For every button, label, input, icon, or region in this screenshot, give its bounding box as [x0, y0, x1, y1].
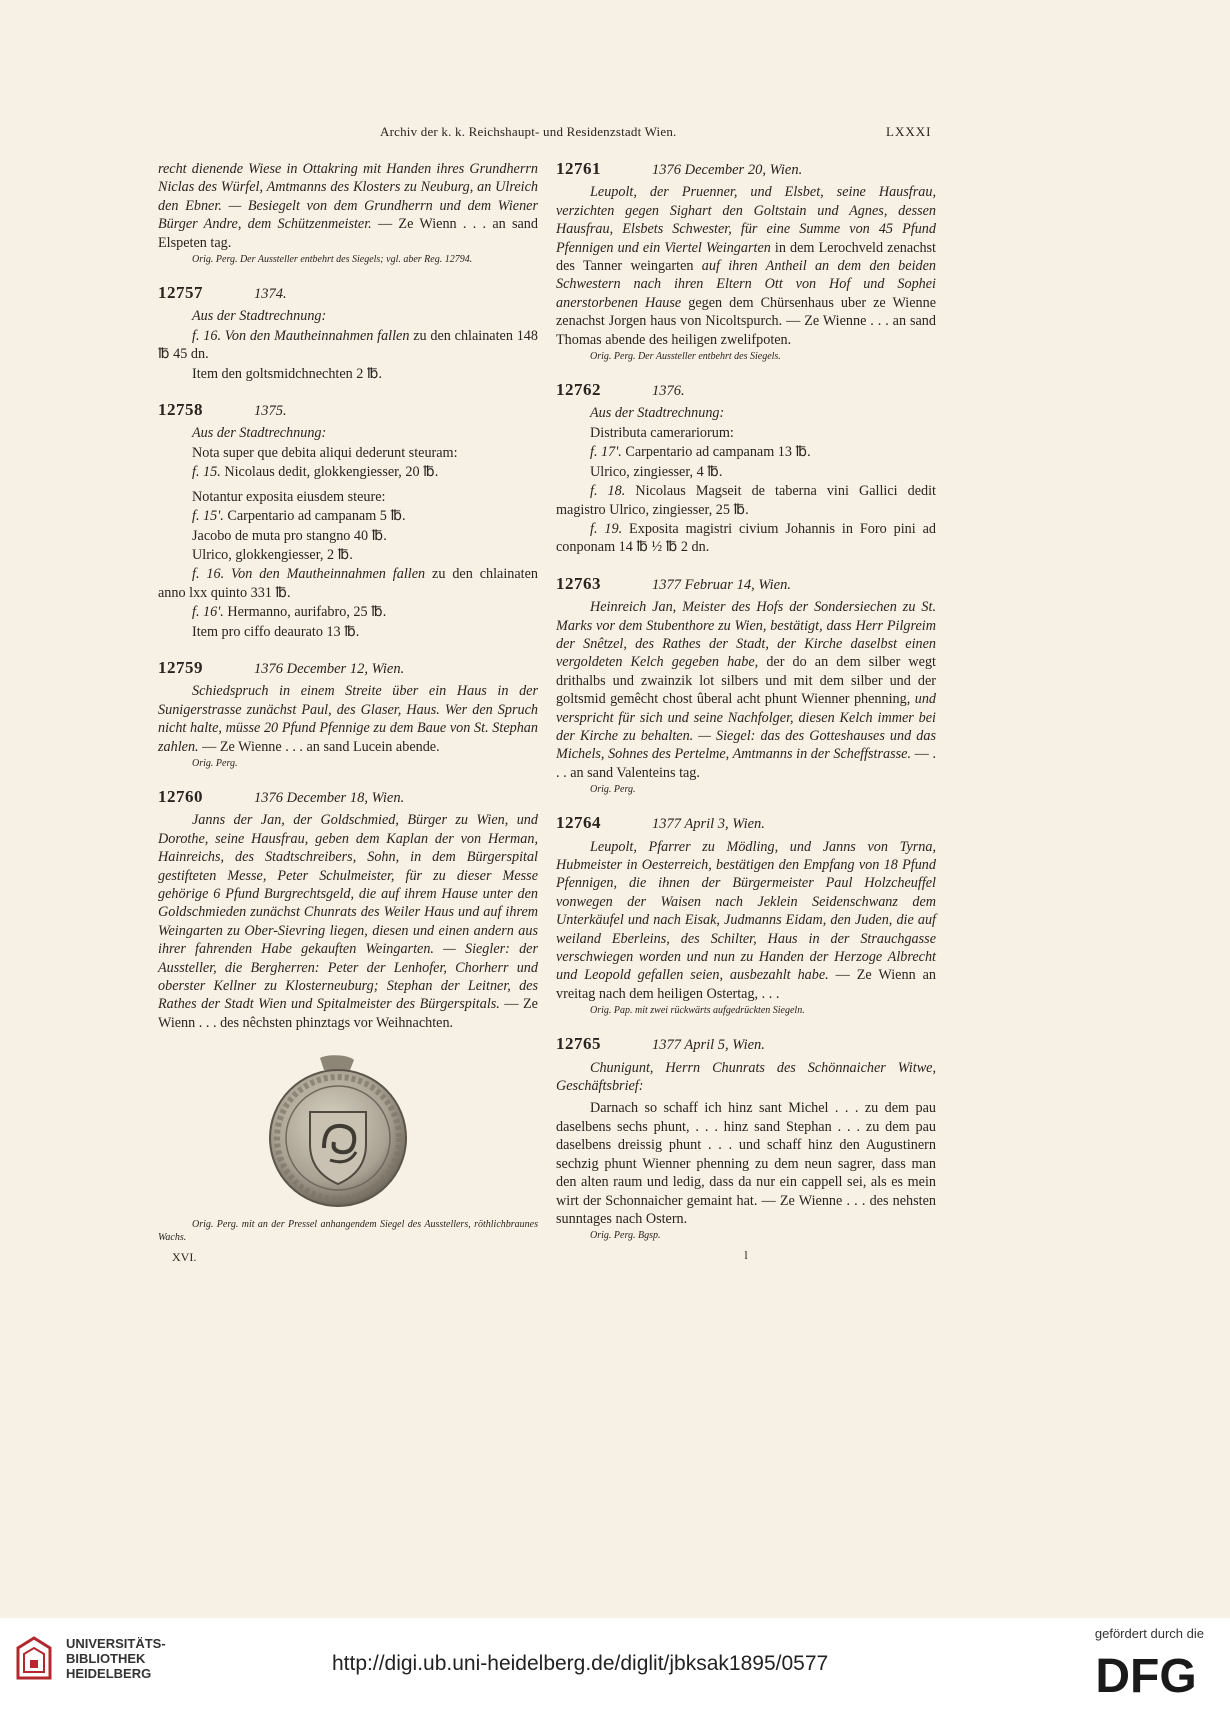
- entry-header: [556, 814, 936, 833]
- entry-line: f. 17'. Carpentario ad campanam 13 ℔.: [590, 444, 811, 461]
- entry-line: Jacobo de muta pro stangno 40 ℔.: [192, 527, 387, 544]
- seal-icon: [258, 1052, 418, 1212]
- entry-header: [158, 401, 538, 420]
- entry-date: 1374.: [254, 286, 287, 303]
- entry-text: Leupolt, Pfarrer zu Mödling, und Janns von Tyrna, Hubmeister in Oesterreich, bestätigen den Empfang von 18 Pfund Pfennigen, die ihnen der Bürgermeister Paul Holzcheuffel vonwegen der Waisen nach Jeklein Seidenschwanz dem Unterkäufel und nach Eisak, Judmanns Eidam, den Juden, die auf weiland Eberleins, des Schilter, Haus in der Strauchgasse verschwiegen worden und nun zu Handen der Herzoge Albrecht und Leopold gefallen seien, ausbezahlt habe. — Ze Wienn an vreitag nach dem heiligen Ostertag, . . .: [556, 838, 936, 1002]
- entry-number: 12765: [556, 1034, 601, 1054]
- archival-note: Orig. Perg.: [590, 784, 636, 796]
- running-title: Archiv der k. k. Reichshaupt- und Residenzstadt Wien.: [380, 124, 677, 139]
- entry-date: 1377 April 3, Wien.: [652, 816, 765, 833]
- entry-number: 12763: [556, 573, 601, 593]
- entry-heading-text: Chunigunt, Herrn Chunrats des Schönnaicher Witwe, Geschäftsbrief:: [556, 1059, 936, 1095]
- seal-caption: Orig. Perg. mit an der Pressel anhangendem Siegel des Ausstellers, röthlichbraunes Wachs.: [158, 1219, 538, 1244]
- archival-note: Orig. Perg. Der Aussteller entbehrt des Siegels.: [590, 351, 781, 363]
- entry-date: 1377 April 5, Wien.: [652, 1037, 765, 1054]
- entry-text: Darnach so schaff ich hinz sant Michel . . . zu dem pau daselbens sechs phunt, . . . hinz sand Stephan . . . zu dem pau daselbens dreissig phunt . . . und schaff hinz den Augustinern sechzig phunt Wienner phenning zu dem neun sagrer, dass man den alten raum und ledig, dass da nur ein cappell sei, als es mein wirt der Schonnaicher gemaint hat. — Ze Wienne . . . des nehsten sunntages nach Ostern.: [556, 1100, 936, 1227]
- entry-text: Heinreich Jan, Meister des Hofs der Sondersiechen zu St. Marks vor dem Stubenthore zu Wien, bestätigt, dass Herr Pilgreim der Snêtzel, des Rathes der Stadt, der Kirche daselbst einen vergoldeten Kelch gegeben habe, der do an dem silber wegt drithalbs und zwainzik lot silbers und mit dem silber und der goltsmid gemêcht chost ûberal acht phunt Wienner phenning, und verspricht für sich und seine Nachfolger, diesen Kelch immer bei der Kirche zu behalten. — Siegel: das des Gotteshauses und das Michels, Sohnes des Pertelme, Amtmanns in der Scheffstrasse. — . . . an sand Valenteins tag.: [556, 599, 937, 781]
- dfg-logo-icon[interactable]: [1088, 1650, 1204, 1698]
- left-column: [158, 160, 538, 1268]
- entry-line: f. 16. Von den Mautheinnahmen fallen zu den chlainaten 148 ℔ 45 dn.: [158, 327, 538, 363]
- right-column: [556, 160, 936, 1266]
- entry-line: f. 16'. Hermanno, aurifabro, 25 ℔.: [192, 604, 387, 621]
- entry-header: [556, 1035, 936, 1054]
- entry-source: Aus der Stadtrechnung:: [590, 405, 725, 422]
- entry-number: 12757: [158, 283, 203, 303]
- library-logo-icon: [14, 1634, 54, 1682]
- entry-header: [158, 659, 538, 678]
- entry-line: Item den goltsmidchnechten 2 ℔.: [192, 365, 383, 382]
- entry-header: [158, 284, 538, 303]
- archival-note: Orig. Pap. mit zwei rückwärts aufgedrückten Siegeln.: [590, 1005, 805, 1017]
- entry-number: 12759: [158, 657, 203, 677]
- entry-text: Leupolt, der Pruenner, und Elsbet, seine Hausfrau, verzichten gegen Sighart den Goltstain und Agnes, dessen Hausfrau, Elsbets Schwester, für eine Summe von 45 Pfund Pfennigen und ein Viertel Weingarten in dem Lerochveld zenachst des Tanner weingarten auf ihren Antheil an dem den beiden Schwestern nach ihren Eltern Ott von Hof und Sophei anerstorbenen Hause gegen dem Chürsenhaus uber ze Wienne zenachst Jorgen haus von Nicoltspurch. — Ze Wienne . . . an sand Thomas abende des heiligen zwelifpoten.: [556, 184, 937, 348]
- entry-number: 12758: [158, 400, 203, 420]
- entry-line: f. 15. Nicolaus dedit, glokkengiesser, 20 ℔.: [192, 464, 439, 481]
- entry-line: Notantur exposita eiusdem steure:: [192, 488, 386, 505]
- dfg-logo-text: DFG: [1095, 1650, 1197, 1698]
- entry-text: Janns der Jan, der Goldschmied, Bürger zu Wien, und Dorothe, seine Hausfrau, geben dem Kaplan der von Herman, Hainreichs, des Stadtschreibers, Sohn, in dem Bürgerspital gestifteten Messe, Peter Schulmeister, für zu dieser Messe gehörige 6 Pfund Burgrechtsgeld, die auf ihrem Hause unter den Goldschmieden zunächst Chunrats des Weiler Haus und auf ihrem Weingarten zu Ober-Sievring liegen, diesen und einen andern aus ihrer fahrenden Habe gekauften Weingarten. — Siegler: der Aussteller, die Bergherren: Peter der Lenhofer, Chorherr und oberster Kellner zu Klosterneuburg; Stephan der Leitner, des Rathes der Stadt Wien und Spitalmeister des Bürgerspitals. — Ze Wienn . . . des nêchsten phinztags vor Weihnachten.: [158, 812, 538, 1031]
- funder-label: gefördert durch die: [1094, 1626, 1204, 1641]
- continuation-text: recht dienende Wiese in Ottakring mit Handen ihres Grundherrn Niclas des Würfel, Amtmanns des Klosters zu Neuburg, an Ulreich den Ebner. — Besiegelt von dem Grundherrn und dem Wiener Bürger Andre, dem Schützenmeister. — Ze Wienn . . . an sand Elspeten tag.: [158, 161, 538, 251]
- archival-note: Orig. Perg. Bgsp.: [590, 1230, 661, 1242]
- permalink-url[interactable]: http://digi.ub.uni-heidelberg.de/diglit/jbksak1895/0577: [332, 1652, 829, 1675]
- entry-text: Schiedspruch in einem Streite über ein Haus in der Sunigerstrasse zunächst Paul, des Glaser, Haus. Wer den Spruch nicht halte, müsse 20 Pfund Pfennige zu dem Baue von St. Stephan zahlen. — Ze Wienne . . . an sand Lucein abende.: [158, 683, 538, 755]
- entry-date: 1376.: [652, 383, 685, 400]
- entry-source: Aus der Stadtrechnung:: [192, 308, 327, 325]
- signature-mark: l: [744, 1248, 748, 1263]
- archival-note: Orig. Perg.: [192, 757, 238, 769]
- entry-line: Distributa camerariorum:: [590, 424, 734, 441]
- entry-line: Item pro ciffo deaurato 13 ℔.: [192, 623, 360, 640]
- entry-line: f. 19. Exposita magistri civium Johannis in Foro pini ad conponam 14 ℔ ½ ℔ 2 dn.: [556, 520, 936, 556]
- entry-date: 1376 December 20, Wien.: [652, 162, 803, 178]
- entry-line: f. 16. Von den Mautheinnahmen fallen zu den chlainaten anno lxx quinto 331 ℔.: [158, 566, 539, 601]
- entry-date: 1376 December 12, Wien.: [254, 660, 405, 677]
- entry-header: [556, 160, 936, 179]
- entry-line: Nota super que debita aliqui dederunt steuram:: [192, 444, 458, 461]
- entry-number: 12764: [556, 813, 601, 833]
- viewer-footer: [0, 1618, 1230, 1714]
- entry-number: 12760: [158, 786, 203, 806]
- entry-number: 12762: [556, 380, 601, 400]
- library-name[interactable]: UNIVERSITÄTS- BIBLIOTHEK HEIDELBERG: [66, 1636, 166, 1681]
- entry-date: 1375.: [254, 403, 287, 420]
- signature-mark: XVI.: [172, 1250, 197, 1265]
- entry-date: 1377 Februar 14, Wien.: [652, 576, 791, 593]
- entry-header: [556, 381, 936, 400]
- entry-line: Ulrico, glokkengiesser, 2 ℔.: [192, 546, 353, 563]
- page-folio: LXXXI: [886, 124, 932, 139]
- entry-header: [556, 575, 936, 594]
- entry-date: 1376 December 18, Wien.: [254, 789, 405, 806]
- wax-seal-image: [258, 1052, 418, 1212]
- entry-line: f. 15'. Carpentario ad campanam 5 ℔.: [192, 508, 406, 525]
- entry-header: [158, 788, 538, 807]
- entry-source: Aus der Stadtrechnung:: [192, 425, 327, 442]
- entry-line: Ulrico, zingiesser, 4 ℔.: [590, 463, 723, 480]
- entry-number: 12761: [556, 159, 601, 178]
- entry-line: f. 18. Nicolaus Magseit de taberna vini Gallici dedit magistro Ulrico, zingiesser, 25 ℔.: [556, 483, 936, 518]
- archival-note: Orig. Perg. Der Aussteller entbehrt des Siegels; vgl. aber Reg. 12794.: [192, 254, 473, 266]
